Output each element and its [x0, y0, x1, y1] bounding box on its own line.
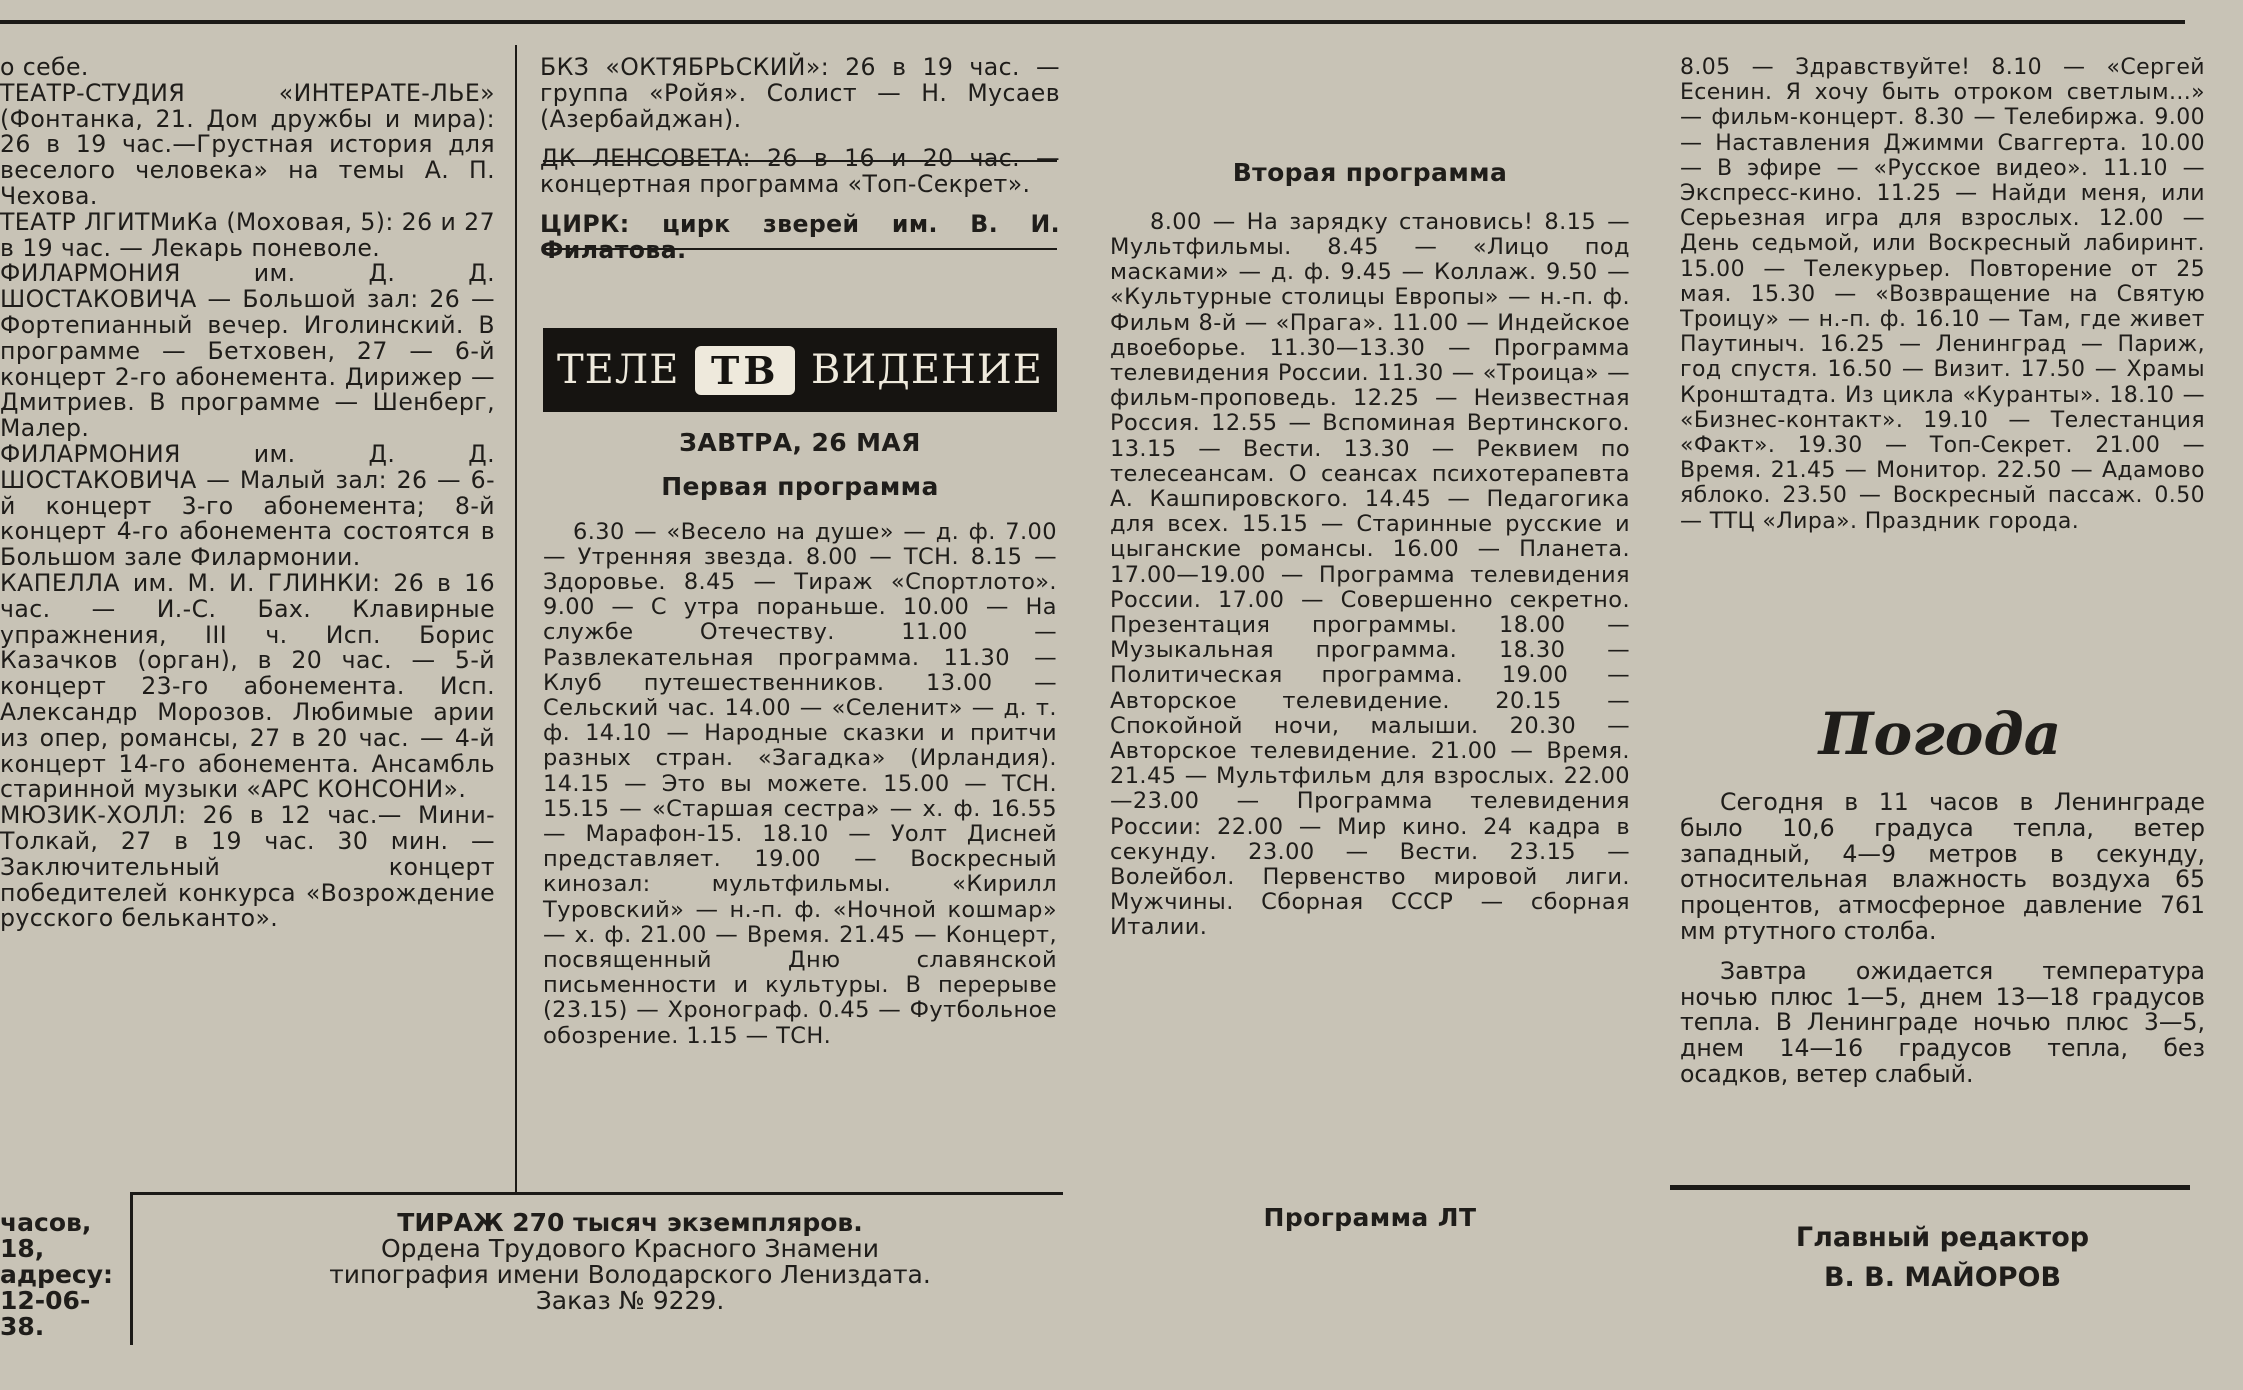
program-lt-text: 8.05 — Здравствуйте! 8.10 — «Сергей Есенин. Я хочу быть отроком светлым...» — фильм-концерт. 8.30 — Телебиржа. 9.00 — Наставления Джимми Сваггерта. 10.00 — В эфире — «Русское видео». 11.10 — Экспресс-кино. 11.25 — Найди меня, или Серьезная игра для взрослых. 12.00 — День седьмой, или Воскресный лабиринт. 15.00 — Телекурьер. Повторение от 25 мая. 15.30 — «Возвращение на Святую Троицу» — н.-п. ф. 16.10 — Там, где живет Паутиныч. 16.25 — Ленинград — Париж, год спустя. 16.50 — Визит. 17.50 — Храмы Кронштадта. Из цикла «Куранты». 18.10 — «Бизнес-контакт». 19.10 — Телестанция «Факт». 19.30 — Топ-Секрет. 21.00 — Время. 21.45 — Монитор. 22.50 — Адамово яблоко. 23.50 — Воскресный пассаж. 0.50 — ТТЦ «Лира». Праздник города. [1680, 55, 2205, 534]
venue-entry: ЦИРК: цирк зверей им. В. И. Филатова. [540, 209, 1060, 264]
theater-entry: КАПЕЛЛА им. М. И. ГЛИНКИ: 26 в 16 час. — И.-С. Бах. Клавирные упражнения, III ч. Исп. Борис Казачков (орган), в 20 час. — 5-й концерт 23-го абонемента. Исп. Александр Морозов. Любимые арии из опер, романсы, 27 в 20 час. — 4-й концерт 14-го абонемента. Ансамбль старинной музыки «АРС КОНСОНИ». [0, 568, 495, 804]
tv-banner-right: ВИДЕНИЕ [811, 347, 1043, 393]
theater-entry: ТЕАТР ЛГИТМиКа (Моховая, 5): 26 и 27 в 19 час. — Лекарь поневоле. [0, 207, 495, 262]
editor-role: Главный редактор [1795, 1222, 2090, 1253]
order-line: Ордена Трудового Красного Знамени [381, 1234, 879, 1263]
program-2-title: Вторая программа [1232, 158, 1508, 187]
top-rule [0, 20, 2185, 24]
theater-entry: ТЕАТР-СТУДИЯ «ИНТЕРАТЕ-ЛЬЕ» (Фонтанка, 21. Дом дружбы и мира): 26 в 19 час.—Грустная история для веселого человека» на темы А. П. Чехова. [0, 78, 495, 210]
venue-entry: БКЗ «ОКТЯБРЬСКИЙ»: 26 в 19 час. — группа «Ройя». Солист — Н. Мусаев (Азербайджан). [540, 53, 1060, 133]
stub-line: 18, [0, 1234, 45, 1263]
program-2-text: 8.00 — На зарядку становись! 8.15 — Мультфильмы. 8.45 — «Лицо под масками» — д. ф. 9.45 — Коллаж. 9.50 — «Культурные столицы Европы» — н.-п. ф. Фильм 8-й — «Прага». 11.00 — Индейское двоеборье. 11.30—13.30 — Программа телевидения России. 11.30 — «Троица» — фильм-проповедь. 12.25 — Неизвестная Россия. 12.55 — Вспоминая Вертинского. 13.15 — Вести. 13.30 — Реквием по телесеансам. О сеансах психотерапевта А. Кашпировского. 14.45 — Педагогика для всех. 15.15 — Старинные русские и цыганские романсы. 16.00 — Планета. 17.00—19.00 — Программа телевидения России. 17.00 — Совершенно секретно. Презентация программы. 18.00 — Музыкальная программа. 18.30 — Политическая программа. 19.00 — Авторское телевидение. 20.15 — Спокойной ночи, малыши. 20.30 — Авторское телевидение. 21.00 — Время. 21.45 — Мультфильм для взрослых. 22.00—23.00 — Программа телевидения России: 22.00 — Мир кино. 24 кадра в секунду. 23.00 — Вести. 23.15 — Волейбол. Первенство мировой лиги. Мужчины. Сборная СССР — сборная Италии. [1110, 208, 1630, 941]
tv-program-2 [1110, 160, 1630, 941]
venue-listings [540, 55, 1060, 264]
theater-listings [0, 55, 495, 932]
tv-program-lt [1110, 1205, 1630, 1249]
printer: типография имени Володарского Лениздата. [329, 1260, 931, 1289]
editor-name: В. В. МАЙОРОВ [1823, 1262, 2062, 1293]
imprint [200, 1210, 1060, 1314]
program-1-text: 6.30 — «Весело на душе» — д. ф. 7.00 — Утренняя звезда. 8.00 — ТСН. 8.15 — Здоровье. 8.45 — Тираж «Спортлото». 9.00 — С утра пораньше. 10.00 — На службе Отечеству. 11.00 — Развлекательная программа. 11.30 — Клуб путешественников. 13.00 — Сельский час. 14.00 — «Селенит» — д. т. ф. 14.10 — Народные сказки и притчи разных стран. «Загадка» (Ирландия). 14.15 — Это вы можете. 15.00 — ТСН. 15.15 — «Старшая сестра» — х. ф. 16.55 — Марафон-15. 18.10 — Уолт Дисней представляет. 19.00 — Воскресный кинозал: мультфильмы. «Кирилл Туровский» — н.-п. ф. «Ночной кошмар» — х. ф. 21.00 — Время. 21.45 — Концерт, посвященный Дню славянской письменности и культуры. В перерыве (23.15) — Хронограф. 0.45 — Футбольное обозрение. 1.15 — ТСН. [543, 518, 1057, 1049]
weather-title: Погода [1818, 700, 2062, 768]
tv-date: ЗАВТРА, 26 МАЯ [679, 428, 921, 457]
theater-entry: ФИЛАРМОНИЯ им. Д. Д. ШОСТАКОВИЧА — Большой зал: 26 — Фортепианный вечер. Иголинский. В программе — Бетховен, 27 — 6-й концерт 2-го абонемента. Дирижер — Дмитриев. В программе — Шенберг, Малер. [0, 259, 495, 443]
circulation: ТИРАЖ 270 тысяч экземпляров. [397, 1208, 863, 1237]
tv-banner-left: ТЕЛЕ [557, 347, 680, 393]
editor-block [1680, 1218, 2205, 1298]
tv-banner [543, 328, 1057, 412]
weather-today: Сегодня в 11 часов в Ленинграде было 10,6 градуса тепла, ветер западный, 4—9 метров в секунду, относительная влажность воздуха 65 процентов, атмосферное давление 761 мм ртутного столба. [1680, 788, 2205, 945]
tv-logo-icon: ТВ [695, 346, 795, 395]
weather-tomorrow: Завтра ожидается температура ночью плюс 1—5, днем 13—18 градусов тепла. В Ленинграде ночью плюс 3—5, днем 14—16 градусов тепла, без осадков, ветер слабый. [1680, 956, 2205, 1088]
stub-line: 12-06-38. [0, 1286, 91, 1341]
tv-program-lt-text [1680, 55, 2205, 685]
order-number: Заказ № 9229. [535, 1286, 725, 1315]
col-divider-1 [515, 45, 517, 1195]
theater-entry: МЮЗИК-ХОЛЛ: 26 в 12 час.— Мини-Толкай, 27 в 19 час. 30 мин. — Заключительный концерт победителей конкурса «Возрождение русского бельканто». [0, 801, 495, 933]
theater-entry: ФИЛАРМОНИЯ им. Д. Д. ШОСТАКОВИЧА — Малый зал: 26 — 6-й концерт 3-го абонемента; 8-й концерт 4-го абонемента состоятся в Большом зале Филармонии. [0, 439, 495, 572]
left-stub [0, 1210, 130, 1340]
weather-report [1680, 790, 2205, 1088]
editor-rule [1670, 1185, 2190, 1190]
stub-line: часов, [0, 1208, 92, 1237]
theater-entry: о себе. [0, 53, 89, 81]
tv-program-1 [543, 430, 1057, 1049]
program-lt-title: Программа ЛТ [1263, 1203, 1477, 1232]
program-1-title: Первая программа [661, 471, 939, 501]
stub-line: адресу: [0, 1260, 114, 1289]
venue-entry: ДК ЛЕНСОВЕТА: 26 в 16 и 20 час. — концертная программа «Топ-Секрет». [540, 144, 1060, 199]
